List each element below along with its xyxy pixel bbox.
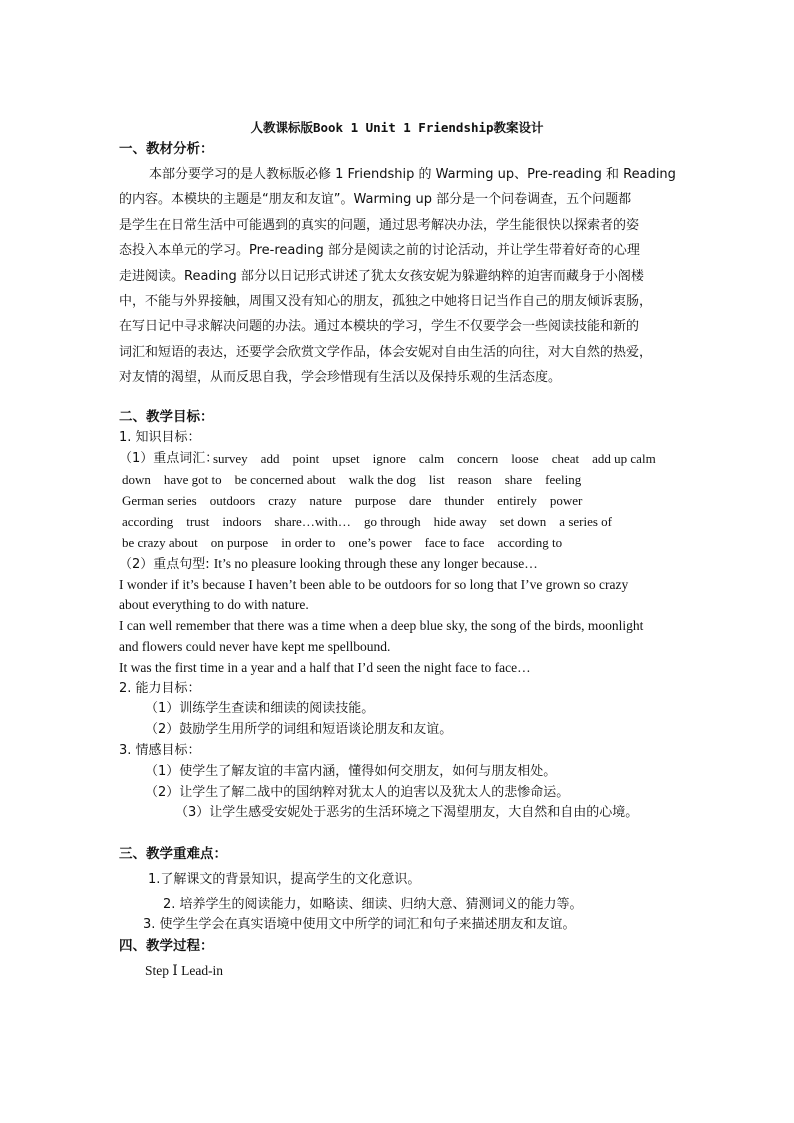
s1-line: 词汇和短语的表达，还要学会欣赏文学作品，体会安妮对自由生活的向往，对大自然的热爱， [119, 345, 653, 360]
vocab-word: one’s power [348, 535, 412, 550]
vocab-word: thunder [444, 493, 485, 508]
vocab-word: have got to [163, 472, 222, 487]
vocab-word: share [504, 472, 533, 487]
vocab-word: cheat [551, 451, 580, 466]
key-sentence: It was the first time in a year and a half that I’d seen the night face to face… [119, 660, 531, 675]
knowledge-goal: 1. 知识目标： [119, 430, 201, 445]
vocab-word: German series [122, 493, 197, 508]
key-point-item: 1.了解课文的背景知识，提高学生的文化意识。 [148, 872, 421, 887]
key-point-item: 2. 培养学生的阅读能力，如略读、细读、归纳大意、猜测词义的能力等。 [163, 897, 583, 912]
vocab-word: crazy [268, 493, 297, 508]
emotion-goal: 3. 情感目标： [119, 743, 201, 758]
vocab-word: go through [363, 514, 421, 529]
vocab-word: power [549, 493, 583, 508]
vocab-word: ignore [372, 451, 406, 466]
vocab-word: walk the dog [348, 472, 416, 487]
section-4-heading: 四、教学过程： [119, 938, 214, 954]
vocab-word: add [260, 451, 280, 466]
vocab-label: （1）重点词汇： [119, 451, 219, 466]
s1-line: 是学生在日常生活中可能遇到的真实的问题，通过思考解决办法，学生能很快以探索者的姿 [119, 218, 640, 233]
section-2-heading: 二、教学目标： [119, 409, 214, 425]
vocab-word: point [292, 451, 320, 466]
s1-line: 态投入本单元的学习。Pre-reading 部分是阅读之前的讨论活动，并让学生带着好奇的心理 [119, 243, 640, 258]
vocab-word: list [428, 472, 445, 487]
vocab-word: feeling [545, 472, 582, 487]
emotion-item: （2）让学生了解二战中的国纳粹对犹太人的迫害以及犹太人的悲惨命运。 [145, 785, 570, 800]
sentence-label-row [119, 555, 538, 574]
vocab-row [122, 492, 595, 510]
vocab-word: reason [457, 472, 492, 487]
s1-line: 本部分要学习的是人教标版必修 1 Friendship 的 Warming up、Pre-reading 和 Reading [149, 167, 676, 182]
vocab-word: outdoors [209, 493, 256, 508]
ability-item: （2）鼓励学生用所学的词组和短语谈论朋友和友谊。 [145, 722, 453, 737]
vocab-word: according to [497, 535, 563, 550]
vocab-word: loose [511, 451, 539, 466]
vocab-word: on purpose [210, 535, 269, 550]
vocab-word: down [122, 472, 151, 487]
vocab-row [122, 471, 594, 489]
vocab-word: entirely [497, 493, 537, 508]
s1-line: 走进阅读。Reading 部分以日记形式讲述了犹太女孩安妮为躲避纳粹的迫害而藏身于小阁楼 [119, 269, 644, 284]
emotion-item: （3）让学生感受安妮处于恶劣的生活环境之下渴望朋友，大自然和自由的心境。 [175, 805, 639, 820]
vocab-word: in order to [281, 535, 336, 550]
vocab-word: hide away [433, 514, 487, 529]
vocab-word: dare [409, 493, 432, 508]
vocab-word: according [122, 514, 174, 529]
vocab-word: trust [186, 514, 210, 529]
vocab-row [213, 450, 669, 468]
section-3-heading: 三、教学重难点： [119, 846, 227, 862]
key-sentence: It’s no pleasure looking through these any longer because… [213, 556, 538, 571]
key-point-item: 3. 使学生学会在真实语境中使用文中所学的词汇和句子来描述朋友和友谊。 [143, 917, 576, 932]
s1-line: 中，不能与外界接触，周围又没有知心的朋友，孤独之中她将日记当作自己的朋友倾诉衷肠， [119, 294, 653, 309]
sentence-label: （2）重点句型: [119, 557, 214, 572]
vocab-word: set down [499, 514, 547, 529]
step-label: Step Ⅰ Lead-in [145, 963, 224, 978]
vocab-row [122, 534, 575, 552]
vocab-word: upset [332, 451, 360, 466]
key-sentence: and flowers could never have kept me spellbound. [119, 639, 391, 654]
key-sentence: I wonder if it’s because I haven’t been able to be outdoors for so long that I’ve grown so crazy [119, 577, 629, 592]
ability-item: （1）训练学生查读和细读的阅读技能。 [145, 701, 375, 716]
vocab-word: concern [457, 451, 499, 466]
vocab-word: share…with… [274, 514, 351, 529]
vocab-word: a series of [559, 514, 612, 529]
key-sentence: about everything to do with nature. [119, 597, 309, 612]
s1-line: 对友情的渴望，从而反思自我，学会珍惜现有生活以及保持乐观的生活态度。 [119, 370, 562, 385]
vocab-word: indoors [222, 514, 262, 529]
ability-goal: 2. 能力目标： [119, 681, 201, 696]
key-sentence: I can well remember that there was a time when a deep blue sky, the song of the birds, moonlight [119, 618, 644, 633]
section-1-heading: 一、教材分析： [119, 141, 214, 157]
vocab-word: purpose [354, 493, 397, 508]
vocab-word: nature [309, 493, 342, 508]
vocab-word: be concerned about [234, 472, 336, 487]
emotion-item: （1）使学生了解友谊的丰富内涵，懂得如何交朋友，如何与朋友相处。 [145, 764, 557, 779]
vocab-word: survey [213, 451, 248, 466]
vocab-word: face to face [424, 535, 485, 550]
vocab-word: add up calm [592, 451, 656, 466]
vocab-row [122, 513, 625, 531]
s1-line: 在写日记中寻求解决问题的办法。通过本模块的学习，学生不仅要学会一些阅读技能和新的 [119, 319, 640, 334]
document-title: 人教课标版Book 1 Unit 1 Friendship教案设计 [250, 120, 544, 135]
vocab-word: calm [418, 451, 445, 466]
s1-line: 的内容。本模块的主题是“朋友和友谊”。Warming up 部分是一个问卷调查，五个问题都 [119, 192, 632, 207]
vocab-word: be crazy about [122, 535, 198, 550]
